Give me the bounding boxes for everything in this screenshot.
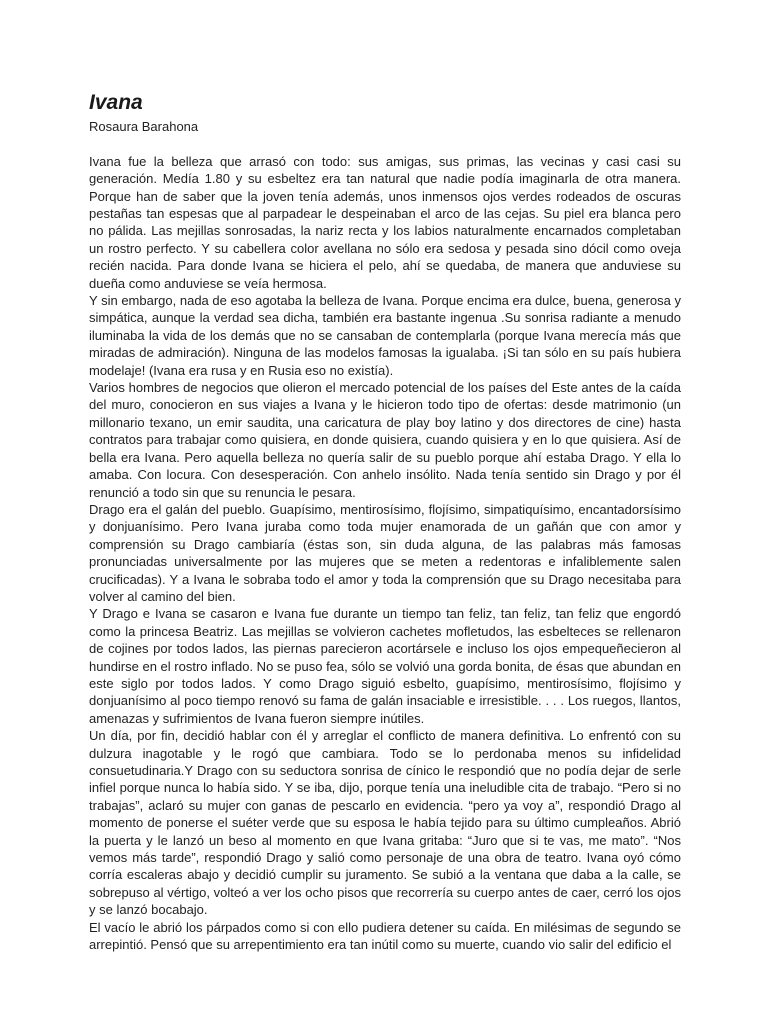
document-title: Ivana xyxy=(89,91,143,114)
spacer xyxy=(89,135,681,152)
document-page xyxy=(89,90,681,953)
paragraph-6: Un día, por fin, decidió hablar con él y arreglar el conflicto de manera definitiva. Lo enfrentó con su dulzura inagotable y le rogó que cambiara. Todo se lo perdonaba menos su infidelidad consuetudinaria.Y Drago con su seductora sonrisa de cínico le respondió que no podía dejar de serle infiel porque nunca lo había sido. Y se iba, dijo, porque tenía una ineludible cita de trabajo. “Pero si no trabajas”, aclaró su mujer con ganas de pescarlo en evidencia. “pero ya voy a”, respondió Drago al momento de ponerse el suéter verde que su esposa le había tejido para su último cumpleaños. Abrió la puerta y le lanzó un beso al momento en que Ivana gritaba: “Juro que si te vas, me mato”. “Nos vemos más tarde”, respondió Drago y salió como personaje de una obra de teatro. Ivana oyó cómo corría escaleras abajo y decidió cumplir su juramento. Se subió a la ventana que daba a la calle, se sobrepuso al vértigo, volteó a ver los ocho pisos que recorrería su cuerpo antes de caer, cerró los ojos y se lanzó bocabajo. xyxy=(89,728,681,918)
paragraph-2: Y sin embargo, nada de eso agotaba la belleza de Ivana. Porque encima era dulce, buena, generosa y simpática, aunque la verdad sea dicha, también era bastante ingenua .Su sonrisa radiante a menudo iluminaba la vida de los demás que no se cansaban de contemplarla (porque Ivana merecía más que miradas de admiración). Ninguna de las modelos famosas la igualaba. ¡Si tan sólo en su país hubiera modelaje! (Ivana era rusa y en Rusia eso no existía). xyxy=(89,293,681,378)
paragraph-3: Varios hombres de negocios que olieron el mercado potencial de los países del Este antes de la caída del muro, conocieron en sus viajes a Ivana y le hicieron todo tipo de ofertas: desde matrimonio (un millonario texano, un emir saudita, una caricatura de play boy latino y dos directores de cine) hasta contratos para trabajar como quisiera, en donde quisiera, cuando quisiera y en lo que quisiera. Así de bella era Ivana. Pero aquella belleza no quería salir de su pueblo porque ahí estaba Drago. Y ella lo amaba. Con locura. Con desesperación. Con anhelo insólito. Nada tenía sentido sin Drago y por él renunció a todo sin que su renuncia le pesara. xyxy=(89,380,681,500)
document-body xyxy=(89,153,681,954)
paragraph-7: El vacío le abrió los párpados como si con ello pudiera detener su caída. En milésimas de segundo se arrepintió. Pensó que su arrepentimiento era tan inútil como su muerte, cuando vio salir del edificio el xyxy=(89,919,681,953)
document-author: Rosaura Barahona xyxy=(89,119,199,134)
paragraph-4: Drago era el galán del pueblo. Guapísimo, mentirosísimo, flojísimo, simpatiquísimo, encantadorsísimo y donjuanísimo. Pero Ivana juraba como toda mujer enamorada de un gañán que con amor y comprensión su Drago cambiaría (éstas son, sin duda alguna, de las palabras más famosas pronunciadas universalmente por las mujeres que se meten a redentoras e infaliblemente salen crucificadas). Y a Ivana le sobraba todo el amor y toda la comprensión que su Drago necesitaba para volver al camino del bien. xyxy=(89,501,681,604)
paragraph-1: Ivana fue la belleza que arrasó con todo: sus amigas, sus primas, las vecinas y casi casi su generación. Medía 1.80 y su esbeltez era tan natural que nadie podía imaginarla de otra manera. Porque han de saber que la joven tenía además, unos inmensos ojos verdes rodeados de oscuras pestañas tan espesas que al parpadear le despeinaban el arco de las cejas. Su piel era blanca pero no pálida. Las mejillas sonrosadas, la nariz recta y los labios naturalmente encarnados completaban un rostro perfecto. Y su cabellera color avellana no sólo era sedosa y pesada sino dócil como oveja recién nacida. Para donde Ivana se hiciera el pelo, ahí se quedaba, de manera que anduviese su dueña como anduviese se veía hermosa. xyxy=(89,153,681,291)
paragraph-5: Y Drago e Ivana se casaron e Ivana fue durante un tiempo tan feliz, tan feliz, tan feliz que engordó como la princesa Beatriz. Las mejillas se volvieron cachetes mofletudos, las esbelteces se rellenaron de cojines por todos lados, las piernas parecieron acortársele e incluso los ojos empequeñecieron al hundirse en el rostro inflado. No se puso fea, sólo se volvió una gorda bonita, de ésas que abundan en este siglo por todos lados. Y como Drago siguió esbelto, guapísimo, mentirosísimo, flojísimo y donjuanísimo al poco tiempo renovó su fama de galán insaciable e irresistible. . . . Los ruegos, llantos, amenazas y sufrimientos de Ivana fueron siempre inútiles. xyxy=(89,606,681,726)
